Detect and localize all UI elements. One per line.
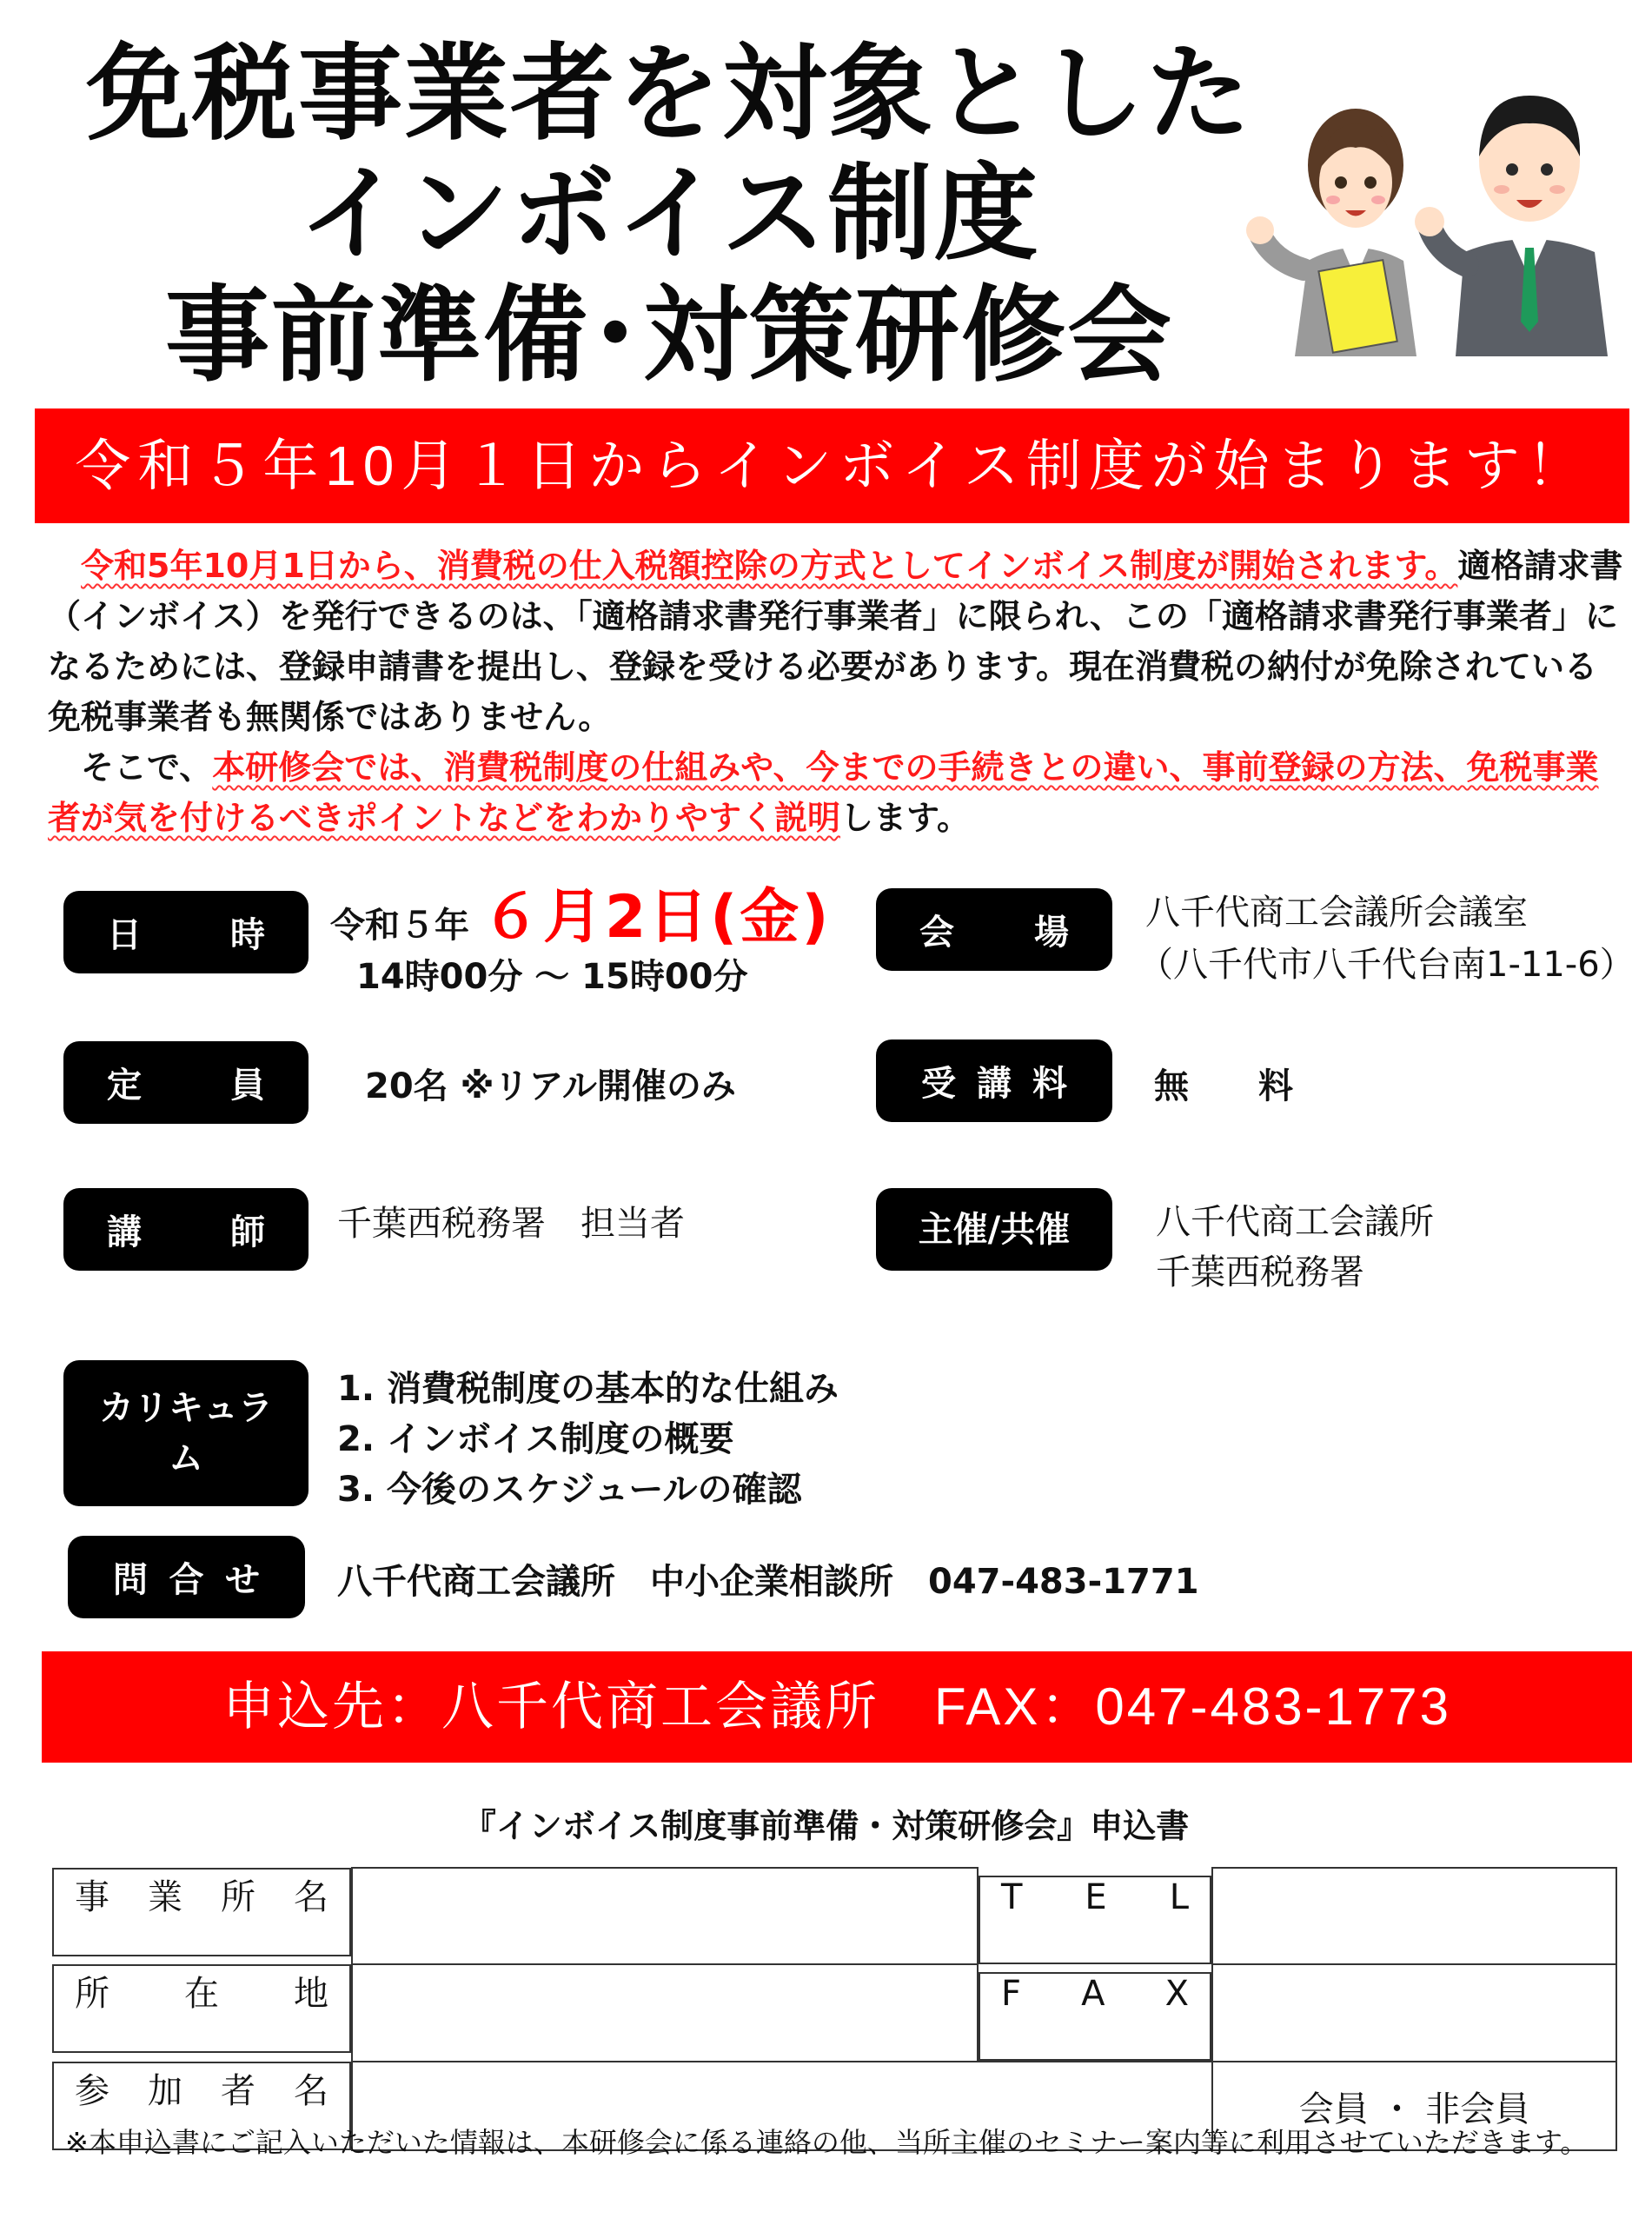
lecturer-value: 千葉西税務署 担当者 (337, 1204, 685, 1244)
tel-field[interactable] (1212, 1868, 1616, 1964)
label-organizer: 主催/共催 (876, 1188, 1112, 1271)
participant-label: 参 加 者 名 (52, 2062, 351, 2150)
form-row-business (52, 1868, 1616, 1964)
intro-highlight-1: 令和5年10月1日から、消費税の仕入税額控除の方式としてインボイス制度が開始されます。 (81, 547, 1458, 585)
form-title: 『インボイス制度事前準備・対策研修会』申込書 (462, 1807, 1190, 1845)
label-capacity: 定 員 (63, 1041, 309, 1124)
title-line-3: 事前準備･対策研修会 (165, 276, 1173, 396)
intro-start-2: そこで、 (81, 748, 213, 787)
label-curriculum: カリキュラ ム (63, 1360, 309, 1506)
address-label: 所 在 地 (52, 1964, 351, 2053)
venue-name: 八千代商工会議所会議室 (1145, 893, 1528, 933)
footnote: ※本申込書にご記入いただいた情報は、本研修会に係る連絡の他、当所主催のセミナー案内等に利用させていただきます。 (65, 2126, 1589, 2159)
man-figure (1415, 96, 1608, 356)
event-day: ６月2日(金) (481, 883, 832, 952)
business-name-label: 事 業 所 名 (52, 1868, 351, 1956)
announcement-banner: 令和５年10月１日からインボイス制度が始まります！ (35, 408, 1629, 523)
intro-paragraph-2 (48, 742, 1625, 843)
label-date: 日 時 (63, 891, 309, 973)
event-time: 14時00分 ～ 15時00分 (356, 957, 748, 997)
intro-text-1: 適格請求書（インボイス）を発行できるのは、「適格請求書発行事業者」に限られ、この「適格請求書発行事業者」になるためには、登録申請書を提出し、登録を受ける必要があります。現在消費税の納付が免除されている免税事業者も無関係ではありません。 (48, 547, 1623, 736)
capacity-value: 20名 ※リアル開催のみ (365, 1066, 736, 1106)
business-name-field[interactable] (352, 1868, 978, 1964)
fax-label: F A X (979, 1972, 1211, 2061)
woman-figure (1246, 109, 1416, 356)
fax-field[interactable] (1212, 1964, 1616, 2062)
address-field[interactable] (352, 1964, 978, 2062)
tel-label: T E L (979, 1876, 1211, 1964)
label-venue: 会 場 (876, 888, 1112, 971)
event-date: 令和５年 ６月2日(金) (330, 883, 832, 952)
curriculum-item-3: 3. 今後のスケジュールの確認 (337, 1470, 802, 1510)
label-fee: 受 講 料 (876, 1039, 1112, 1122)
business-people-illustration (1243, 61, 1625, 356)
organizer-line-2: 千葉西税務署 (1156, 1252, 1364, 1292)
title-line-2: インボイス制度 (298, 154, 1040, 275)
form-row-address (52, 1964, 1616, 2062)
intro-paragraph-1 (48, 541, 1625, 742)
intro-highlight-2: 本研修会では、消費税制度の仕組みや、今までの手続きとの違い、事前登録の方法、免税事業者が気を付けるべきポイントなどをわかりやすく説明 (48, 748, 1599, 837)
curriculum-item-1: 1. 消費税制度の基本的な仕組み (337, 1369, 839, 1409)
label-contact: 問 合 せ (68, 1536, 305, 1618)
title-line-1: 免税事業者を対象とした (86, 34, 1252, 155)
intro-text (48, 541, 1625, 843)
apply-banner: 申込先：八千代商工会議所 FAX：047-483-1773 (42, 1651, 1632, 1763)
curriculum-item-2: 2. インボイス制度の概要 (337, 1419, 734, 1459)
fee-value: 無 料 (1154, 1066, 1293, 1106)
application-form (52, 1867, 1617, 2151)
intro-end-2: します。 (840, 799, 970, 837)
contact-value: 八千代商工会議所 中小企業相談所 047-483-1771 (337, 1562, 1199, 1602)
membership-option[interactable]: 会員 ・ 非会員 (1212, 2062, 1616, 2150)
organizer-line-1: 八千代商工会議所 (1156, 1202, 1434, 1242)
label-lecturer: 講 師 (63, 1188, 309, 1271)
venue-address: （八千代市八千代台南1-11-6） (1138, 945, 1635, 985)
